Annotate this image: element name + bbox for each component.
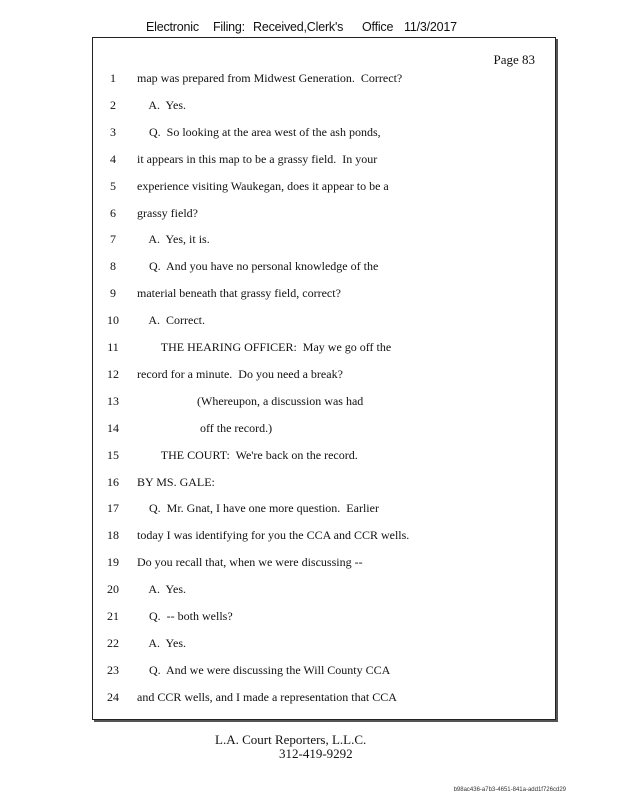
line-number: 3	[110, 124, 116, 139]
line-text: BY MS. GALE:	[137, 474, 215, 489]
transcript-line	[93, 125, 555, 145]
transcript-line	[93, 475, 555, 495]
header-received: Received,Clerk's	[253, 20, 344, 34]
line-text: today I was identifying for you the CCA and CCR wells.	[137, 528, 410, 543]
line-number: 10	[107, 313, 119, 328]
page-number: Page 83	[493, 52, 535, 67]
transcript-line	[93, 232, 555, 252]
header-office: Office	[362, 20, 394, 34]
line-number: 12	[107, 366, 119, 381]
transcript-line	[93, 71, 555, 91]
line-text: record for a minute. Do you need a break?	[137, 366, 343, 381]
line-text: Q. And you have no personal knowledge of the	[137, 259, 379, 274]
transcript-line	[93, 259, 555, 279]
line-text: A. Yes.	[137, 582, 187, 597]
line-text: THE COURT: We're back on the record.	[137, 447, 358, 462]
line-number: 14	[107, 420, 119, 435]
line-number: 2	[110, 97, 116, 112]
line-text: Q. And we were discussing the Will County CCA	[137, 662, 391, 677]
transcript-line	[93, 663, 555, 683]
line-text: Q. So looking at the area west of the ash ponds,	[137, 124, 381, 139]
transcript-line	[93, 690, 555, 710]
line-number: 13	[107, 393, 119, 408]
line-number: 6	[110, 205, 116, 220]
line-text: (Whereupon, a discussion was had	[137, 393, 364, 408]
line-number: 11	[107, 340, 119, 354]
transcript-line	[93, 206, 555, 226]
transcript-line	[93, 528, 555, 548]
footer-phone: 312-419-9292	[279, 746, 353, 761]
document-hash: b98ac436-a7b3-4651-841a-add1f726cd29	[453, 787, 566, 793]
line-number: 4	[110, 151, 116, 166]
line-text: it appears in this map to be a grassy field. In your	[137, 151, 378, 166]
transcript-line	[93, 421, 555, 441]
line-text: A. Correct.	[137, 313, 205, 328]
transcript-line	[93, 636, 555, 656]
line-text: material beneath that grassy field, correct?	[137, 286, 341, 301]
line-text: A. Yes.	[137, 635, 187, 650]
transcript-line	[93, 313, 555, 333]
line-text: A. Yes, it is.	[137, 232, 210, 247]
transcript-line	[93, 179, 555, 199]
line-text: grassy field?	[137, 205, 198, 220]
transcript-line	[93, 609, 555, 629]
transcript-line	[93, 367, 555, 387]
line-number: 5	[110, 178, 116, 193]
transcript-line	[93, 394, 555, 414]
line-text: map was prepared from Midwest Generation. Correct?	[137, 71, 403, 85]
line-number: 19	[107, 555, 119, 570]
line-number: 24	[107, 689, 119, 704]
line-text: THE HEARING OFFICER: May we go off the	[137, 340, 392, 354]
transcript-line	[93, 152, 555, 172]
line-text: off the record.)	[137, 420, 273, 435]
transcript-line	[93, 582, 555, 602]
line-number: 8	[110, 259, 116, 274]
line-number: 20	[107, 582, 119, 597]
transcript-page	[92, 37, 556, 720]
line-number: 18	[107, 528, 119, 543]
footer-company: L.A. Court Reporters, L.L.C.	[215, 732, 367, 747]
transcript-line	[93, 555, 555, 575]
line-text: experience visiting Waukegan, does it appear to be a	[137, 178, 389, 193]
transcript-line	[93, 98, 555, 118]
line-text: and CCR wells, and I made a representation that CCA	[137, 689, 397, 704]
line-number: 16	[107, 474, 119, 489]
line-number: 7	[110, 232, 116, 247]
line-number: 23	[107, 662, 119, 677]
line-text: A. Yes.	[137, 97, 187, 112]
line-text: Q. -- both wells?	[137, 609, 233, 623]
line-number: 22	[107, 635, 119, 650]
line-number: 17	[107, 501, 119, 516]
line-number: 1	[110, 71, 116, 85]
line-text: Q. Mr. Gnat, I have one more question. Earlier	[137, 501, 379, 516]
header-electronic: Electronic	[146, 20, 199, 34]
transcript-line	[93, 501, 555, 521]
line-number: 9	[110, 286, 116, 301]
header-filing: Filing:	[213, 20, 245, 34]
transcript-line	[93, 340, 555, 360]
transcript-line	[93, 448, 555, 468]
transcript-line	[93, 286, 555, 306]
header-date: 11/3/2017	[404, 20, 457, 34]
line-number: 21	[107, 609, 119, 623]
line-number: 15	[107, 447, 119, 462]
line-text: Do you recall that, when we were discussing --	[137, 555, 363, 570]
